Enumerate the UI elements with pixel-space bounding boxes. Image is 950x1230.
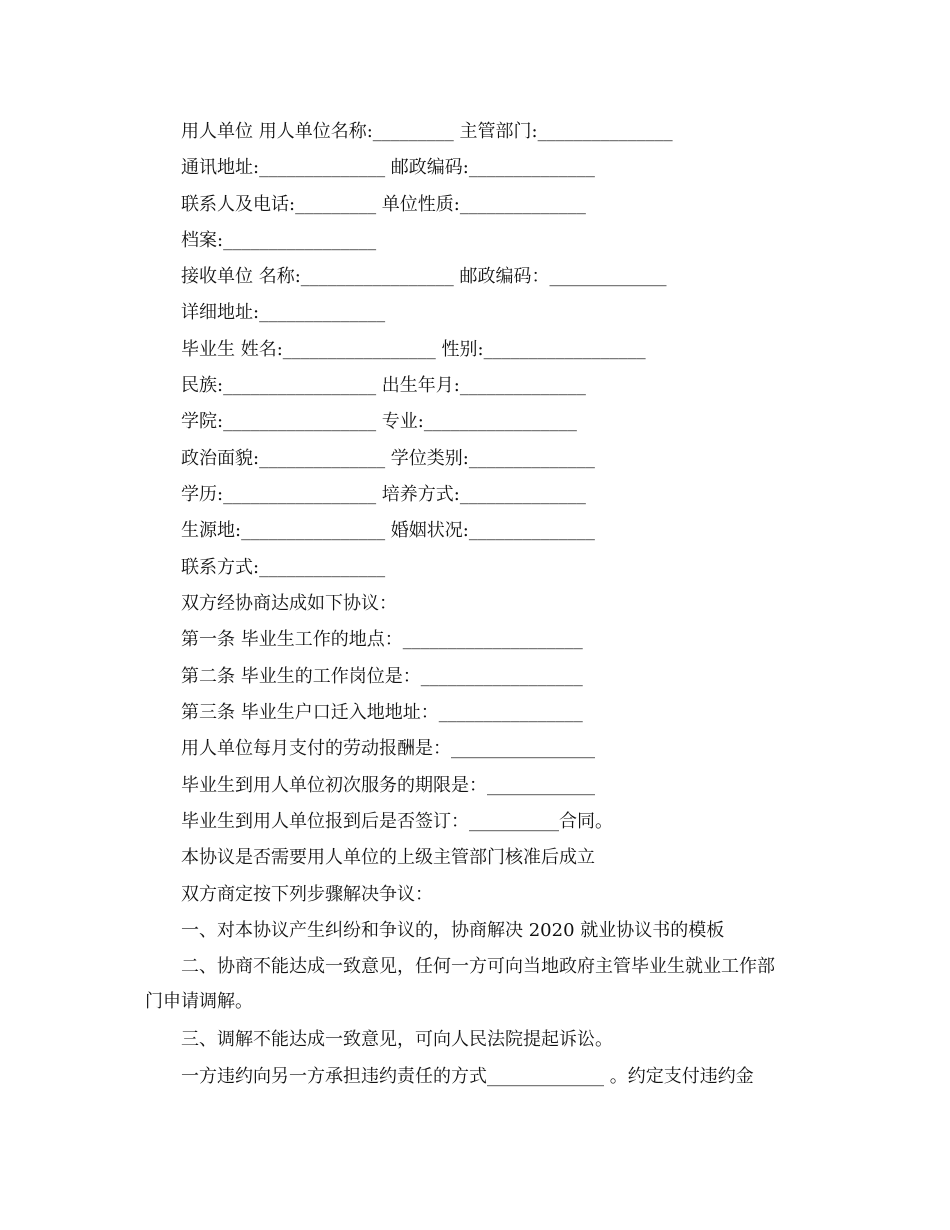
approval-line: 本协议是否需要用人单位的上级主管部门核准后成立 — [181, 847, 595, 868]
service-term-line: 毕业生到用人单位初次服务的期限是：____________ — [181, 775, 595, 796]
dispute-step-two: 二、协商不能达成一致意见，任何一方可向当地政府主管毕业生就业工作部 — [181, 956, 775, 977]
education-line: 学历:_________________ 培养方式:______________ — [181, 484, 586, 505]
article-one: 第一条 毕业生工作的地点：____________________ — [181, 629, 583, 650]
breach-line: 一方违约向另一方承担违约责任的方式_____________ 。约定支付违约金 — [181, 1066, 754, 1087]
monthly-pay-line: 用人单位每月支付的劳动报酬是：________________ — [181, 738, 595, 759]
receiving-unit-line: 接收单位 名称:_________________ 邮政编码：_____________ — [181, 266, 667, 287]
article-two: 第二条 毕业生的工作岗位是：__________________ — [181, 666, 583, 687]
employer-name-line: 用人单位 用人单位名称:_________ 主管部门:_______________ — [181, 121, 673, 142]
agreement-intro: 双方经协商达成如下协议： — [181, 593, 397, 614]
ethnicity-line: 民族:_________________ 出生年月:______________ — [181, 375, 586, 396]
contract-line: 毕业生到用人单位报到后是否签订：__________合同。 — [181, 811, 613, 832]
political-status-line: 政治面貌:______________ 学位类别:______________ — [181, 448, 595, 469]
contact-phone-line: 联系人及电话:_________ 单位性质:______________ — [181, 194, 586, 215]
dispute-step-two-cont: 门申请调解。 — [145, 991, 253, 1012]
origin-line: 生源地:________________ 婚姻状况:______________ — [181, 520, 595, 541]
article-three: 第三条 毕业生户口迁入地地址：________________ — [181, 702, 583, 723]
college-line: 学院:_________________ 专业:_________________ — [181, 411, 577, 432]
dispute-intro: 双方商定按下列步骤解决争议： — [181, 884, 433, 905]
contact-method-line: 联系方式:______________ — [181, 557, 386, 578]
detailed-address-line: 详细地址:______________ — [181, 302, 386, 323]
mailing-address-line: 通讯地址:______________ 邮政编码:______________ — [181, 157, 595, 178]
graduate-name-line: 毕业生 姓名:_________________ 性别:__________________ — [181, 339, 646, 360]
archive-line: 档案:_________________ — [181, 230, 377, 251]
dispute-step-three: 三、调解不能达成一致意见，可向人民法院提起诉讼。 — [181, 1029, 613, 1050]
dispute-step-one: 一、对本协议产生纠纷和争议的，协商解决 2020 就业协议书的模板 — [181, 920, 725, 941]
